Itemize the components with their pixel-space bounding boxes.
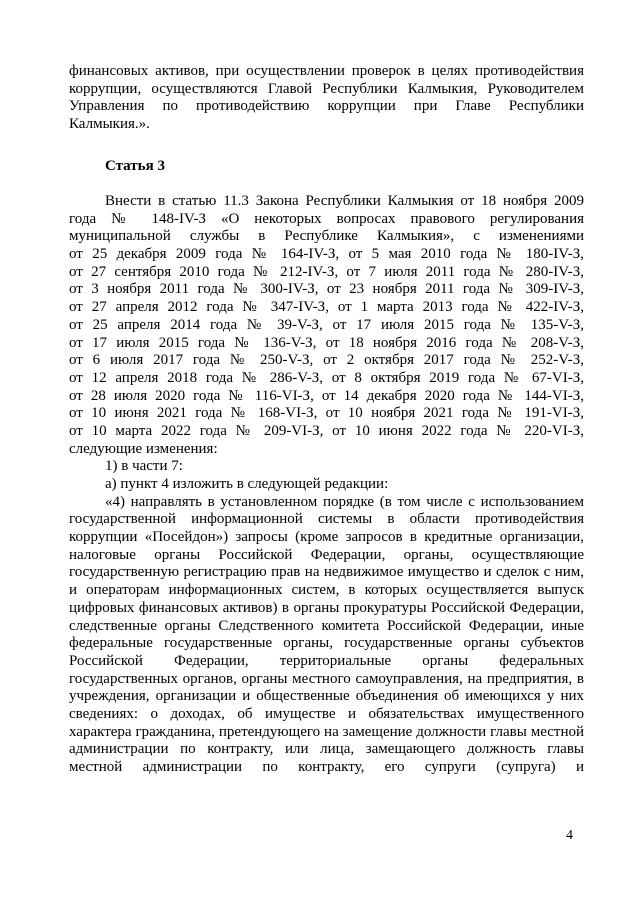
text-line: от 12 апреля 2018 года № 286-V-З, от 8 октября 2019 года № 67-VI-З, xyxy=(69,369,584,386)
text-line: государственную регистрацию прав на недвижимое имущество и сделок с ним, xyxy=(69,564,584,581)
text-line: муниципальной службы в Республике Калмыкия», с изменениями xyxy=(69,228,584,245)
text-line: следственные органы Следственного комитета Российской Федерации, иные xyxy=(69,617,584,634)
text-line: Внести в статью 11.3 Закона Республики Калмыкия от 18 ноября 2009 xyxy=(105,193,584,209)
text-line: коррупции, осуществляются Главой Республики Калмыкия, Руководителем xyxy=(69,80,584,97)
text-line: года № 148-IV-З «О некоторых вопросах правового регулирования xyxy=(69,210,584,227)
text-line: «4) направлять в установленном порядке (в том числе с использованием xyxy=(105,493,584,510)
text-line: местной администрации по контракту, его супруги (супруга) и xyxy=(69,759,584,775)
text-line: от 10 марта 2022 года № 209-VI-З, от 10 июня 2022 года № 220-VI-З, xyxy=(69,422,584,439)
text-line: а) пункт 4 изложить в следующей редакции: xyxy=(105,476,389,492)
text-line: Калмыкия.». xyxy=(69,116,150,133)
text-line: Российской Федерации, территориальные органы федеральных xyxy=(69,652,584,669)
text-line: следующие изменения: xyxy=(69,440,218,457)
text-line: коррупции «Посейдон») запросы (кроме запросов в кредитные организации, xyxy=(69,529,584,546)
text-line: 1) в части 7: xyxy=(105,458,183,475)
text-line: от 6 июля 2017 года № 250-V-З, от 2 октября 2017 года № 252-V-З, xyxy=(69,352,584,369)
text-line: от 25 декабря 2009 года № 164-IV-З, от 5 мая 2010 года № 180-IV-З, xyxy=(69,246,584,263)
text-line: налоговые органы Российской Федерации, органы, осуществляющие xyxy=(69,546,584,563)
page-number: 4 xyxy=(566,828,573,843)
text-line: федеральные государственные органы, государственные органы субъектов xyxy=(69,635,584,652)
text-line: от 27 апреля 2012 года № 347-IV-З, от 1 марта 2013 года № 422-IV-З, xyxy=(69,299,584,316)
text-line: государственной информационной системы в области противодействия xyxy=(69,511,584,528)
text-line: от 27 сентября 2010 года № 212-IV-З, от 7 июля 2011 года № 280-IV-З, xyxy=(69,263,584,280)
article-heading: Статья 3 xyxy=(105,158,165,174)
text-line: от 28 июля 2020 года № 116-VI-З, от 14 декабря 2020 года № 144-VI-З, xyxy=(69,387,584,404)
text-line: цифровых финансовых активов) в органы прокуратуры Российской Федерации, xyxy=(69,599,584,616)
text-line: администрации по контракту, или лица, замещающего должность главы xyxy=(69,741,584,758)
text-line: от 17 июля 2015 года № 136-V-З, от 18 ноября 2016 года № 208-V-З, xyxy=(69,334,584,351)
text-line: от 3 ноября 2011 года № 300-IV-З, от 23 ноября 2011 года № 309-IV-З, xyxy=(69,281,584,298)
top-paragraph xyxy=(69,63,584,134)
text-line: от 10 июня 2021 года № 168-VI-З, от 10 ноября 2021 года № 191-VI-З, xyxy=(69,405,584,422)
text-line: характера гражданина, претендующего на замещение должности главы местной xyxy=(69,723,584,740)
text-line: и операторам информационных систем, в которых осуществляется выпуск xyxy=(69,582,584,599)
article-body xyxy=(69,193,584,777)
text-line: сведениях: о доходах, об имуществе и обязательствах имущественного xyxy=(69,705,584,722)
text-line: государственных органов, органы местного самоуправления, на предприятия, в xyxy=(69,670,584,687)
text-line: от 25 апреля 2014 года № 39-V-З, от 17 июля 2015 года № 135-V-З, xyxy=(69,316,584,333)
text-line: Управления по противодействию коррупции при Главе Республики xyxy=(69,98,584,115)
text-line: финансовых активов, при осуществлении проверок в целях противодействия xyxy=(69,63,584,79)
text-line: учреждения, организации и общественные объединения об имеющихся у них xyxy=(69,688,584,705)
